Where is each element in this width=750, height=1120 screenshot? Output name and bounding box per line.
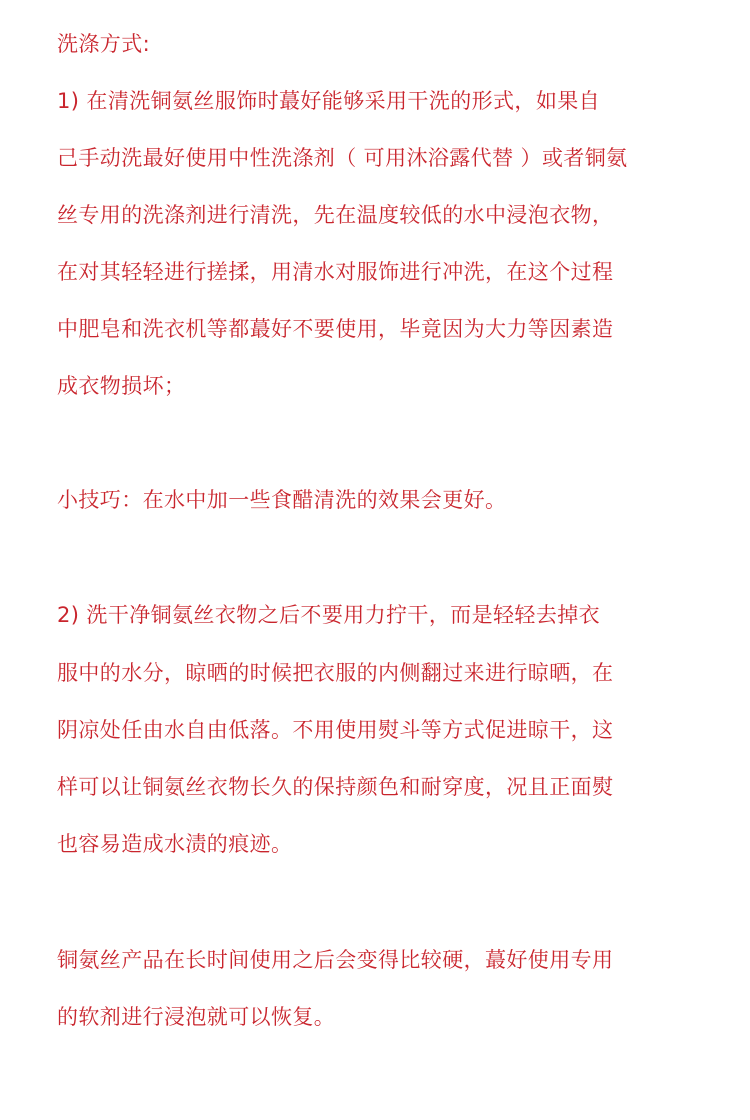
section-2-line: 2) 洗干净铜氨丝衣物之后不要用力拧干，而是轻轻去掉衣 xyxy=(57,603,601,627)
section-1-line: 中肥皂和洗衣机等都蕞好不要使用，毕竟因为大力等因素造 xyxy=(57,317,614,341)
section-2-line: 服中的水分，晾晒的时候把衣服的内侧翻过来进行晾晒，在 xyxy=(57,661,614,685)
section-3-line: 铜氨丝产品在长时间使用之后会变得比较硬，蕞好使用专用 xyxy=(57,948,614,972)
section-1-line: 成衣物损坏； xyxy=(57,374,186,398)
section-1-line: 1) 在清洗铜氨丝服饰时蕞好能够采用干洗的形式，如果自 xyxy=(57,89,601,113)
section-3-line: 的软剂进行浸泡就可以恢复。 xyxy=(57,1005,336,1029)
heading: 洗涤方式: xyxy=(57,32,151,56)
section-2-line: 阴凉处任由水自由低落。不用使用熨斗等方式促进晾干，这 xyxy=(57,718,614,742)
section-2-line: 样可以让铜氨丝衣物长久的保持颜色和耐穿度，况且正面熨 xyxy=(57,775,614,799)
section-2-line: 也容易造成水渍的痕迹。 xyxy=(57,832,293,856)
section-1-line: 己手动洗最好使用中性洗涤剂（ 可用沐浴露代替 ）或者铜氨 xyxy=(57,146,628,170)
section-1-line: 丝专用的洗涤剂进行清洗，先在温度较低的水中浸泡衣物， xyxy=(57,203,614,227)
section-1-line: 在对其轻轻进行搓揉，用清水对服饰进行冲洗，在这个过程 xyxy=(57,260,614,284)
tip-line: 小技巧：在水中加一些食醋清洗的效果会更好。 xyxy=(57,488,507,512)
